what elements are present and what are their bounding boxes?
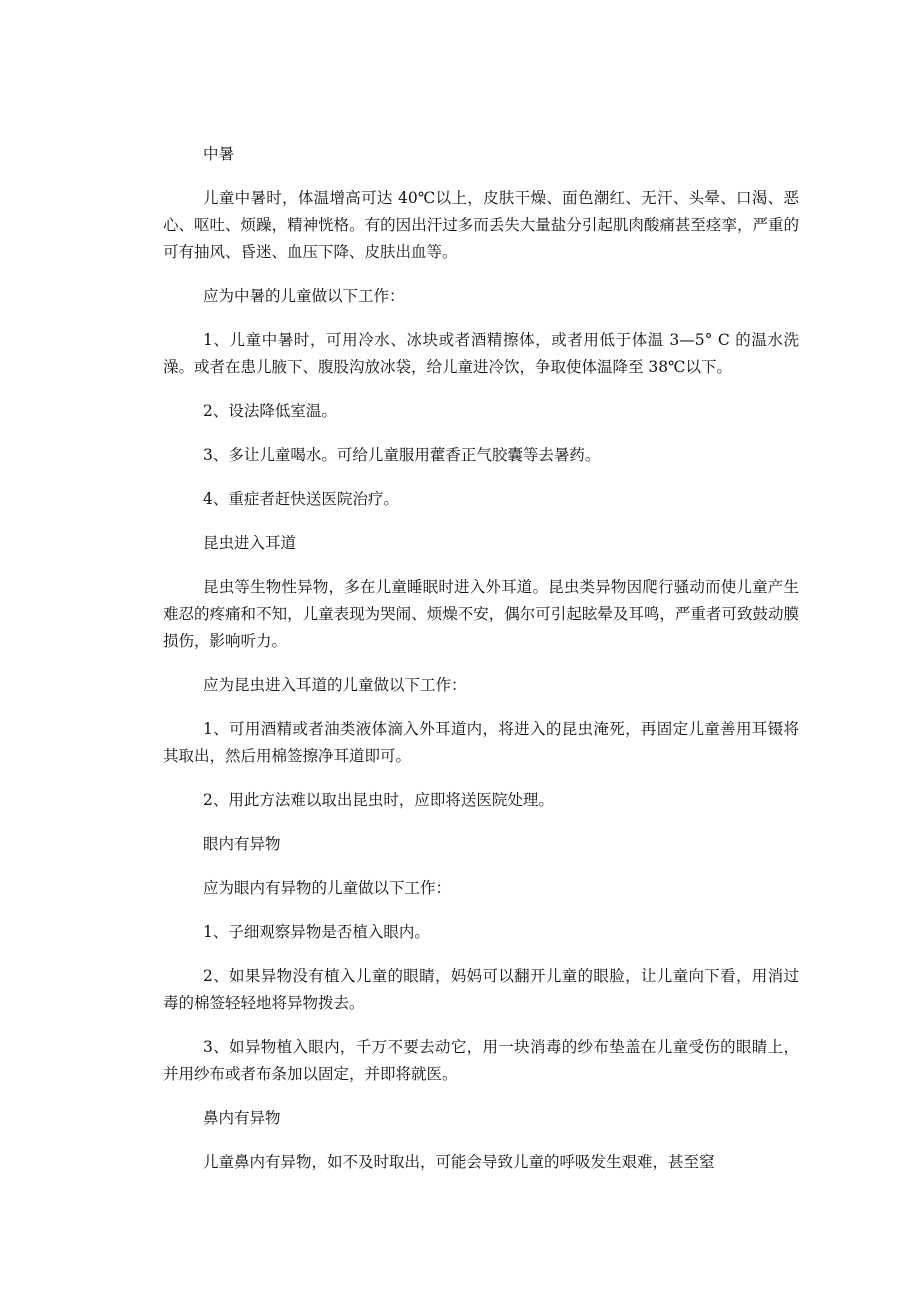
paragraph-heatstroke-step-4: 4、重症者赶快送医院治疗。 (203, 490, 399, 508)
document-body (163, 141, 799, 1193)
paragraph-heatstroke-step-3: 3、多让儿童喝水。可给儿童服用藿香正气胶囊等去暑药。 (203, 446, 601, 464)
paragraph-nose-description: 儿童鼻内有异物，如不及时取出，可能会导致儿童的呼吸发生艰难，甚至窒 (203, 1153, 715, 1171)
paragraph-insect-ear-description: 昆虫等生物性异物，多在儿童睡眠时进入外耳道。昆虫类异物因爬行骚动而使儿童产生难忍的疼痛和不知，儿童表现为哭闹、烦燥不安，偶尔可引起眩晕及耳鸣，严重者可致鼓动膜损伤，影响听力。 (163, 578, 799, 650)
paragraph-eye-intro: 应为眼内有异物的儿童做以下工作： (203, 879, 452, 897)
paragraph-insect-ear-intro: 应为昆虫进入耳道的儿童做以下工作： (203, 676, 467, 694)
section-heading-eye-foreign-body: 眼内有异物 (203, 835, 281, 853)
paragraph-heatstroke-step-1: 1、儿童中暑时，可用冷水、冰块或者酒精擦体，或者用低于体温 3—5° C 的温水洗澡。或者在患儿腋下、腹股沟放冰袋，给儿童进冷饮，争取使体温降至 38℃以下。 (163, 331, 799, 376)
paragraph-eye-step-3: 3、如异物植入眼内，千万不要去动它，用一块消毒的纱布垫盖在儿童受伤的眼睛上，并用纱布或者布条加以固定，并即将就医。 (163, 1038, 799, 1083)
paragraph-heatstroke-symptoms: 儿童中暑时，体温增高可达 40℃以上，皮肤干燥、面色潮红、无汗、头晕、口渴、恶心、呕吐、烦躁，精神恍格。有的因出汗过多而丢失大量盐分引起肌肉酸痛甚至痉挛，严重的可有抽风、昏迷、血压下降、皮肤出血等。 (163, 189, 799, 261)
paragraph-eye-step-2: 2、如果异物没有植入儿童的眼睛，妈妈可以翻开儿童的眼脸，让儿童向下看，用消过毒的棉签轻轻地将异物拨去。 (163, 967, 799, 1012)
paragraph-heatstroke-intro: 应为中暑的儿童做以下工作： (203, 287, 405, 305)
paragraph-insect-ear-step-2: 2、用此方法难以取出昆虫时，应即将送医院处理。 (203, 791, 554, 809)
paragraph-heatstroke-step-2: 2、设法降低室温。 (203, 402, 337, 420)
paragraph-insect-ear-step-1: 1、可用酒精或者油类液体滴入外耳道内，将进入的昆虫淹死，再固定儿童善用耳镊将其取出，然后用棉签擦净耳道即可。 (163, 720, 799, 765)
section-heading-heatstroke: 中暑 (203, 145, 235, 163)
section-heading-insect-ear: 昆虫进入耳道 (203, 534, 297, 552)
section-heading-nose-foreign-body: 鼻内有异物 (203, 1109, 281, 1127)
paragraph-eye-step-1: 1、子细观察异物是否植入眼内。 (203, 923, 430, 941)
